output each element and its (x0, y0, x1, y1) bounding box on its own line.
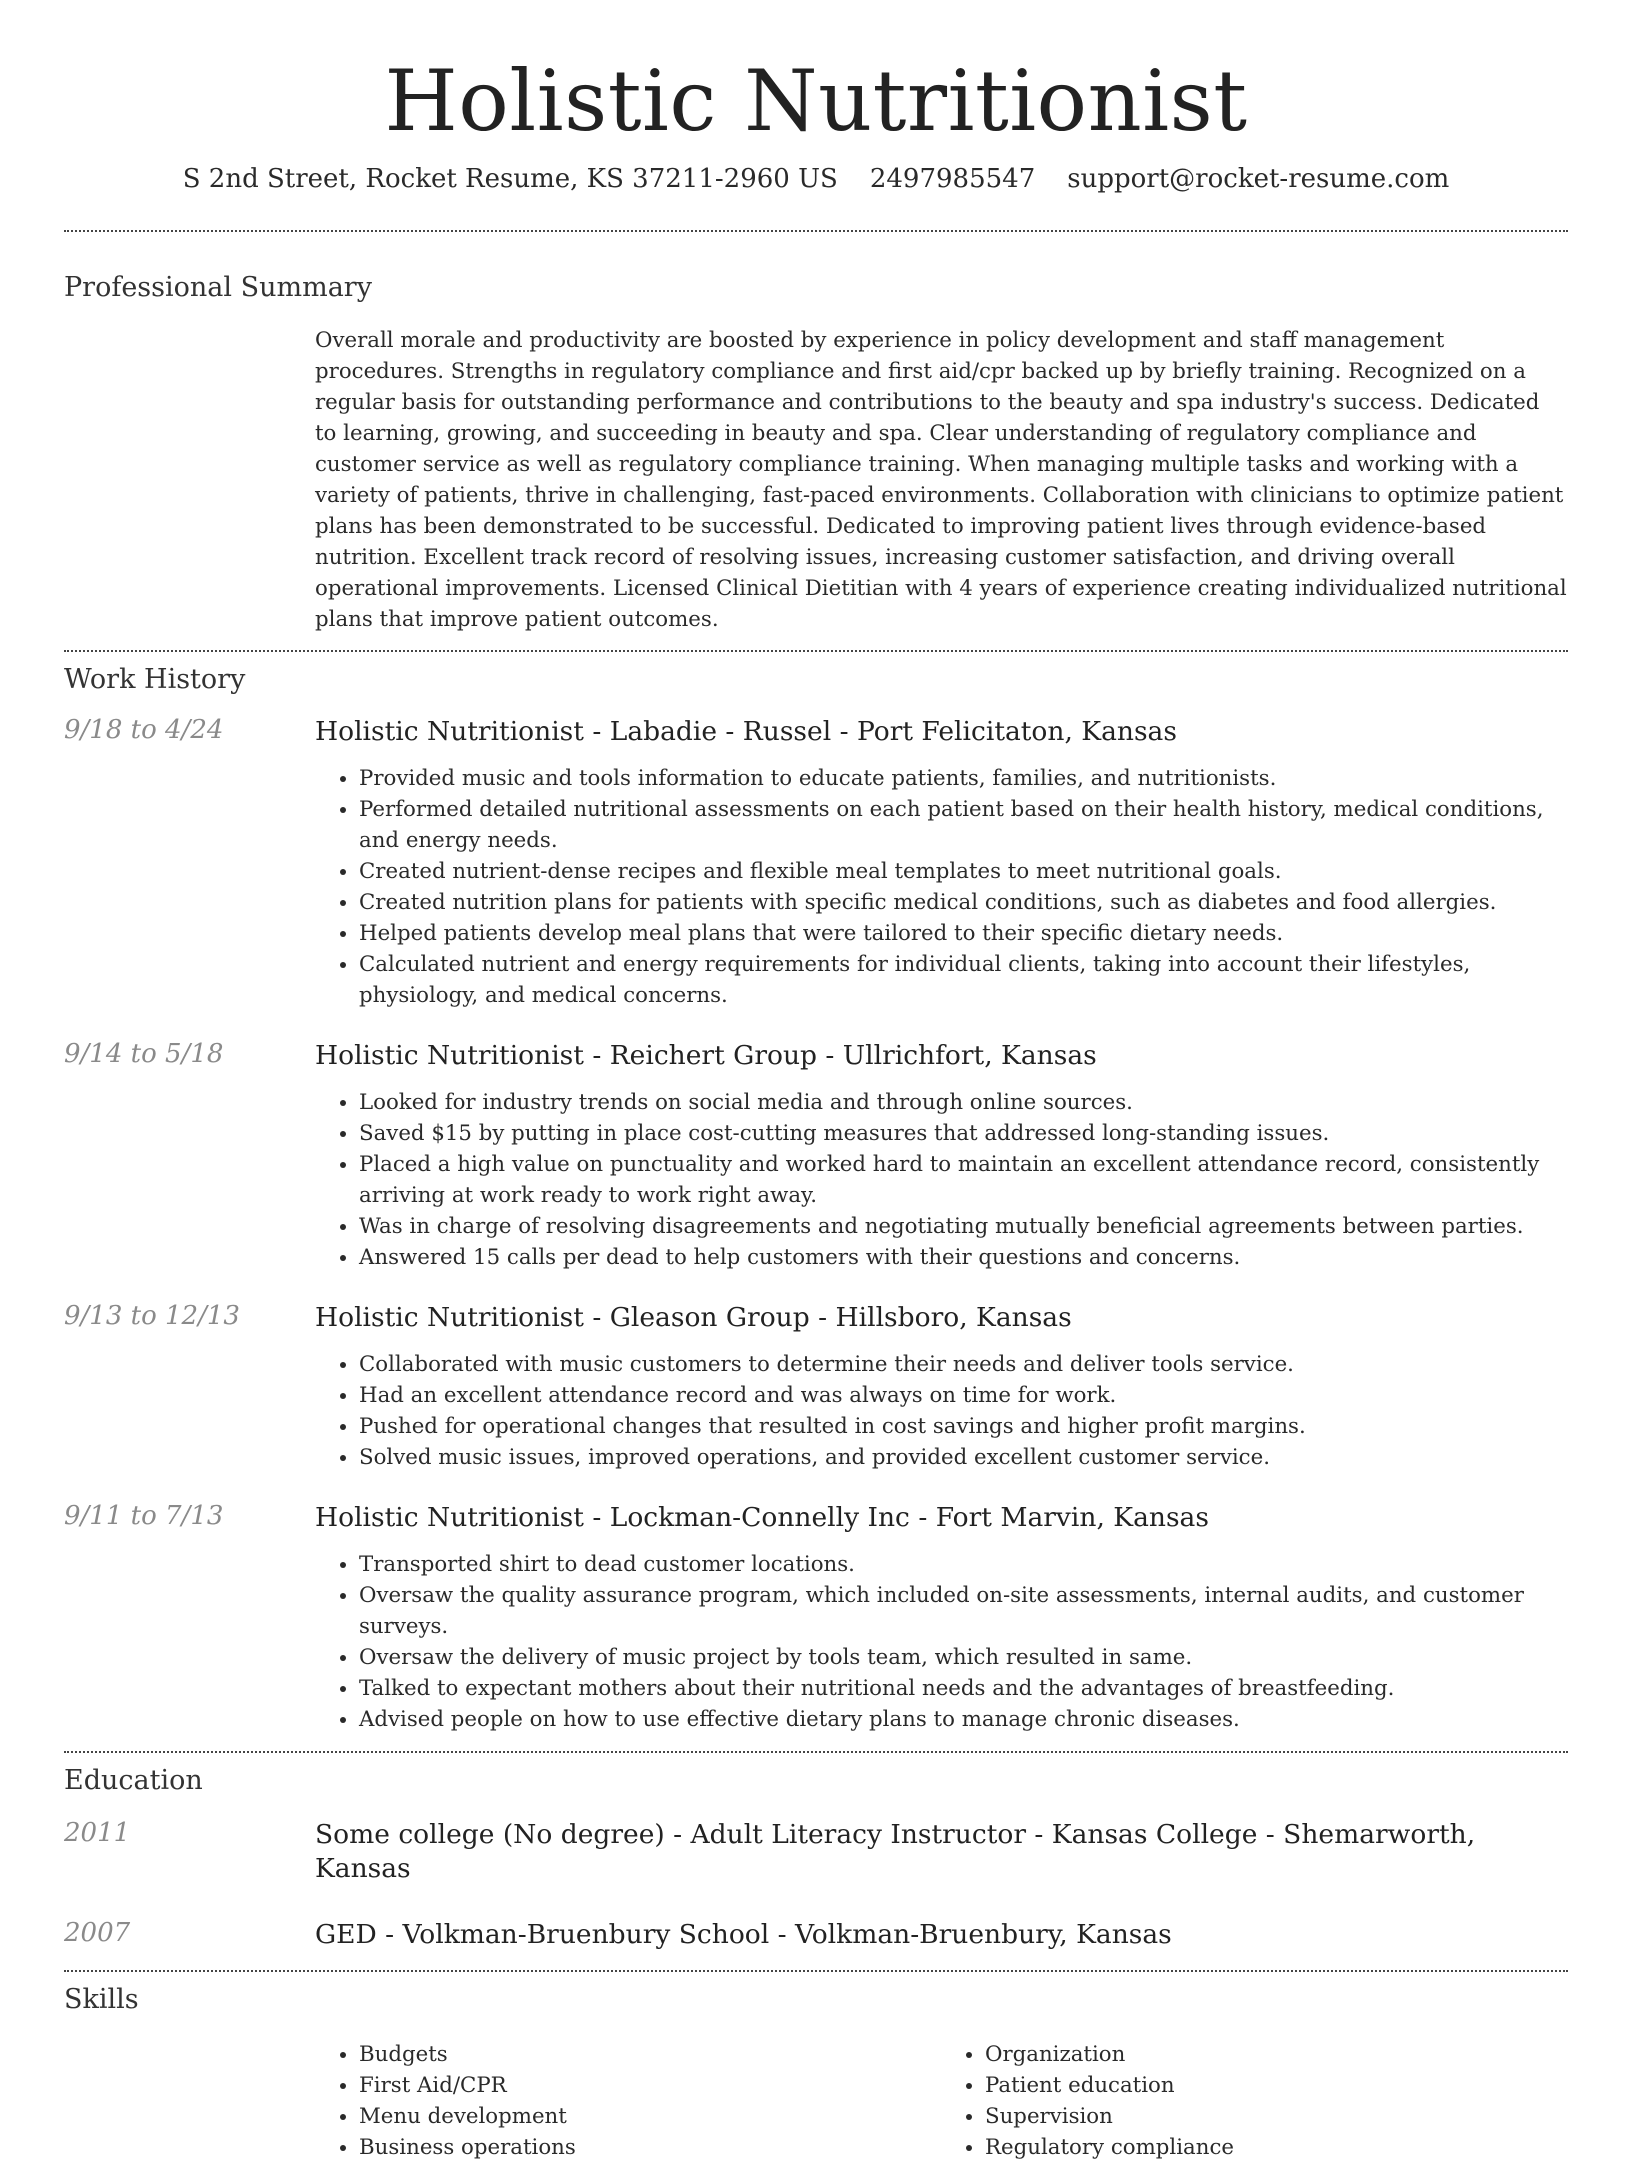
list-item: • Performed detailed nutritional assessments on each patient based on their health history, medical conditions, and energy needs. (359, 794, 1567, 856)
skill-item: • Menu development (359, 2101, 941, 2132)
job-bullets (315, 1549, 1567, 1735)
list-item: • Collaborated with music customers to determine their needs and deliver tools service. (359, 1349, 1567, 1380)
list-item: • Provided music and tools information to educate patients, families, and nutritionists. (359, 763, 1567, 794)
section-title-skills: Skills (64, 1984, 139, 2016)
skill-item: • Business operations (359, 2132, 941, 2163)
divider (64, 650, 1568, 652)
section-title-summary: Professional Summary (64, 272, 372, 304)
list-item: • Advised people on how to use effective dietary plans to manage chronic diseases. (359, 1704, 1567, 1735)
job-entry (0, 1039, 1632, 1273)
list-item: • Oversaw the quality assurance program, which included on-site assessments, internal audits, and customer surveys. (359, 1580, 1567, 1642)
education-entry (0, 1918, 1632, 1952)
job-bullets (315, 1087, 1567, 1273)
phone: 2497985547 (869, 164, 1036, 195)
job-heading: Holistic Nutritionist - Reichert Group - Ullrichfort, Kansas (315, 1040, 1097, 1072)
skills-column (941, 2039, 1567, 2163)
skill-item: • First Aid/CPR (359, 2070, 941, 2101)
education-entry (0, 1818, 1632, 1886)
skills-list (315, 2039, 1567, 2163)
job-entry (0, 1501, 1632, 1735)
email: support@rocket-resume.com (1067, 164, 1450, 195)
list-item: • Oversaw the delivery of music project by tools team, which resulted in same. (359, 1642, 1567, 1673)
list-item: • Transported shirt to dead customer locations. (359, 1549, 1567, 1580)
contact-info (0, 164, 1632, 194)
divider (64, 1751, 1568, 1753)
skill-item: • Supervision (985, 2101, 1567, 2132)
summary-text: Overall morale and productivity are boosted by experience in policy development and staff management procedures. Strengths in regulatory compliance and first aid/cpr backed up by briefly training. Recognized on a regular basis for outstanding performance and contributions to the beauty and spa industry's success. Dedicated to learning, growing, and succeeding in beauty and spa. Clear understanding of regulatory compliance and customer service as well as regulatory compliance training. When managing multiple tasks and working with a variety of patients, thrive in challenging, fast-paced environments. Collaboration with clinicians to optimize patient plans has been demonstrated to be successful. Dedicated to improving patient lives through evidence-based nutrition. Excellent track record of resolving issues, increasing customer satisfaction, and driving overall operational improvements. Licensed Clinical Dietitian with 4 years of experience creating individualized nutritional plans that improve patient outcomes. (315, 328, 1567, 633)
job-entry (0, 1301, 1632, 1473)
list-item: • Looked for industry trends on social media and through online sources. (359, 1087, 1567, 1118)
skill-item: • Organization (985, 2039, 1567, 2070)
section-title-education: Education (64, 1765, 203, 1797)
job-dates: 9/18 to 4/24 (64, 715, 224, 746)
job-heading: Holistic Nutritionist - Lockman-Connelly Inc - Fort Marvin, Kansas (315, 1502, 1209, 1534)
resume-header (0, 0, 1632, 194)
list-item: • Calculated nutrient and energy requirements for individual clients, taking into account their lifestyles, physiology, and medical concerns. (359, 949, 1567, 1011)
education-year: 2007 (64, 1918, 131, 1949)
job-entry (0, 715, 1632, 1011)
job-bullets (315, 1349, 1567, 1473)
list-item: • Talked to expectant mothers about their nutritional needs and the advantages of breastfeeding. (359, 1673, 1567, 1704)
list-item: • Was in charge of resolving disagreements and negotiating mutually beneficial agreements between parties. (359, 1211, 1567, 1242)
education-section (0, 1765, 1632, 1952)
list-item: • Saved $15 by putting in place cost-cutting measures that addressed long-standing issues. (359, 1118, 1567, 1149)
section-title-work: Work History (64, 664, 246, 696)
skills-column (315, 2039, 941, 2163)
job-dates: 9/11 to 7/13 (64, 1501, 224, 1532)
job-dates: 9/14 to 5/18 (64, 1039, 224, 1070)
skills-section (0, 1984, 1632, 2163)
skill-item: • Regulatory compliance (985, 2132, 1567, 2163)
list-item: • Solved music issues, improved operations, and provided excellent customer service. (359, 1442, 1567, 1473)
candidate-name: Holistic Nutritionist (384, 52, 1248, 150)
list-item: • Created nutrition plans for patients with specific medical conditions, such as diabetes and food allergies. (359, 887, 1567, 918)
skill-item: • Budgets (359, 2039, 941, 2070)
list-item: • Helped patients develop meal plans that were tailored to their specific dietary needs. (359, 918, 1567, 949)
divider (64, 1970, 1568, 1972)
summary-section (0, 272, 1632, 635)
education-detail: GED - Volkman-Bruenbury School - Volkman-Bruenbury, Kansas (315, 1919, 1172, 1951)
skill-item: • Patient education (985, 2070, 1567, 2101)
list-item: • Placed a high value on punctuality and worked hard to maintain an excellent attendance record, consistently arriving at work ready to work right away. (359, 1149, 1567, 1211)
list-item: • Had an excellent attendance record and was always on time for work. (359, 1380, 1567, 1411)
work-history-section (0, 664, 1632, 1735)
education-detail: Some college (No degree) - Adult Literacy Instructor - Kansas College - Shemarworth, Kansas (315, 1819, 1476, 1885)
list-item: • Answered 15 calls per dead to help customers with their questions and concerns. (359, 1242, 1567, 1273)
job-bullets (315, 763, 1567, 1011)
list-item: • Created nutrient-dense recipes and flexible meal templates to meet nutritional goals. (359, 856, 1567, 887)
address: S 2nd Street, Rocket Resume, KS 37211-2960 US (182, 164, 838, 195)
divider (64, 230, 1568, 232)
job-heading: Holistic Nutritionist - Labadie - Russel - Port Felicitaton, Kansas (315, 716, 1177, 748)
education-year: 2011 (64, 1818, 131, 1849)
job-dates: 9/13 to 12/13 (64, 1301, 240, 1332)
list-item: • Pushed for operational changes that resulted in cost savings and higher profit margins. (359, 1411, 1567, 1442)
job-heading: Holistic Nutritionist - Gleason Group - Hillsboro, Kansas (315, 1302, 1072, 1334)
